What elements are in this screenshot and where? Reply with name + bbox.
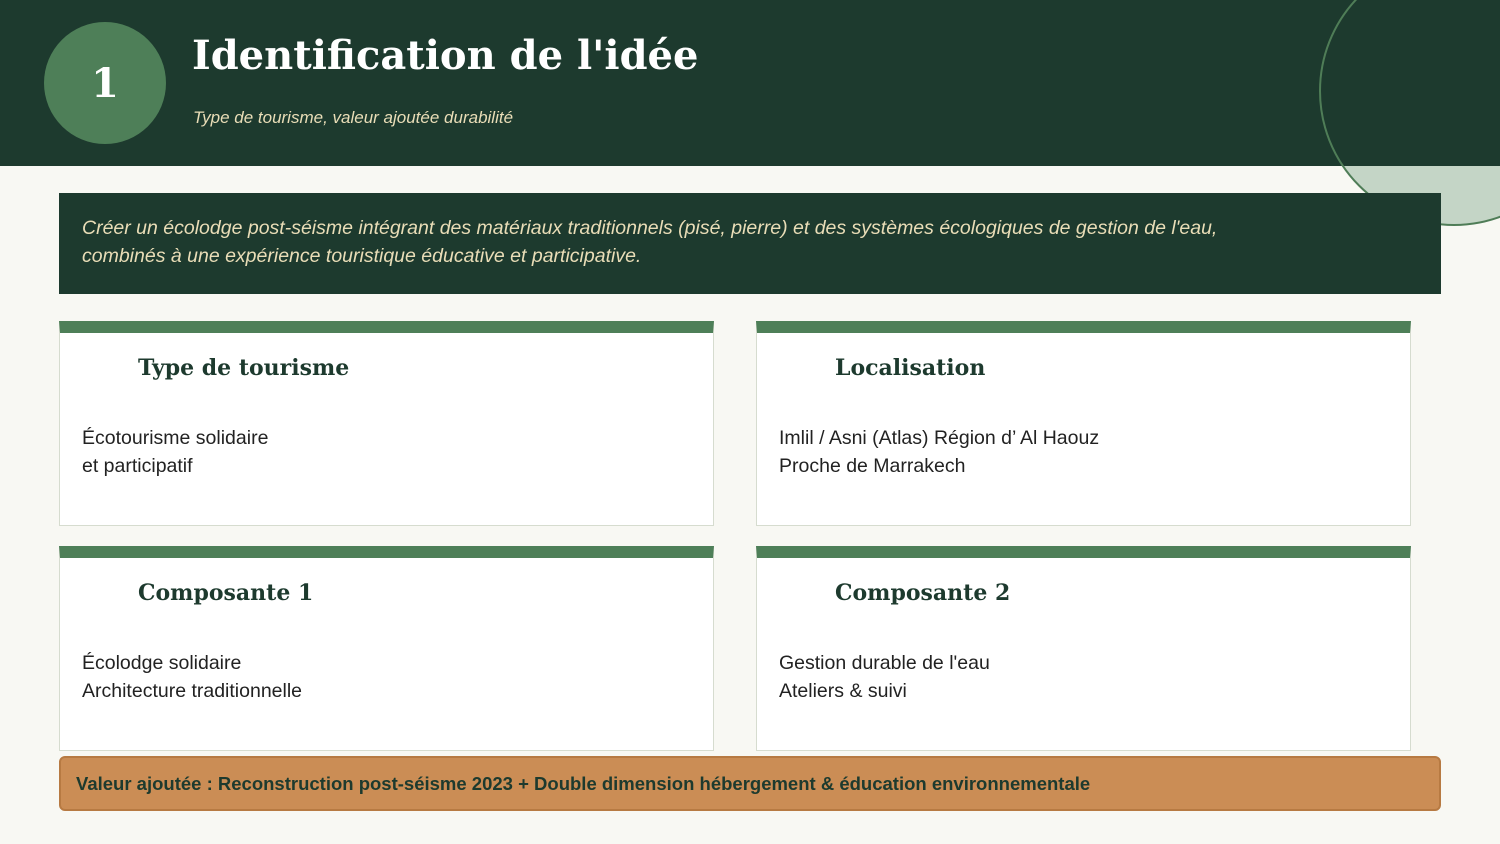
card-localisation xyxy=(756,321,1411,526)
card-title: Composante 2 xyxy=(835,580,1011,606)
card-text-line: Proche de Marrakech xyxy=(779,455,966,477)
idea-summary-line: combinés à une expérience touristique éducative et participative. xyxy=(82,245,642,267)
card-text-line: Ateliers & suivi xyxy=(779,680,907,702)
idea-summary-box xyxy=(59,193,1441,294)
card-type-tourisme xyxy=(59,321,714,526)
slide-subtitle: Type de tourisme, valeur ajoutée durabilité xyxy=(193,108,514,127)
card-text-line: Écolodge solidaire xyxy=(82,652,242,674)
card-composante-2 xyxy=(756,546,1411,751)
value-added-text: Valeur ajoutée : Reconstruction post-séisme 2023 + Double dimension hébergement & éducation environnementale xyxy=(76,772,1091,794)
slide-header xyxy=(0,0,1500,166)
card-composante-1 xyxy=(59,546,714,751)
step-number-badge: 1 xyxy=(44,22,166,144)
card-title: Composante 1 xyxy=(138,580,314,606)
card-text-line: Architecture traditionnelle xyxy=(82,680,303,702)
card-text-line: Imlil / Asni (Atlas) Région d’ Al Haouz xyxy=(779,427,1100,449)
card-text-line: Écotourisme solidaire xyxy=(82,427,269,449)
value-added-banner xyxy=(59,756,1441,811)
card-text-line: Gestion durable de l'eau xyxy=(779,652,990,674)
decorative-circle-outline xyxy=(1319,0,1500,166)
card-title: Localisation xyxy=(835,355,986,381)
card-title: Type de tourisme xyxy=(138,355,350,381)
slide-title: Identification de l'idée xyxy=(192,32,699,79)
card-text-line: et participatif xyxy=(82,455,193,477)
idea-summary-line: Créer un écolodge post-séisme intégrant des matériaux traditionnels (pisé, pierre) et des systèmes écologiques de gestion de l'eau, xyxy=(82,217,1218,239)
